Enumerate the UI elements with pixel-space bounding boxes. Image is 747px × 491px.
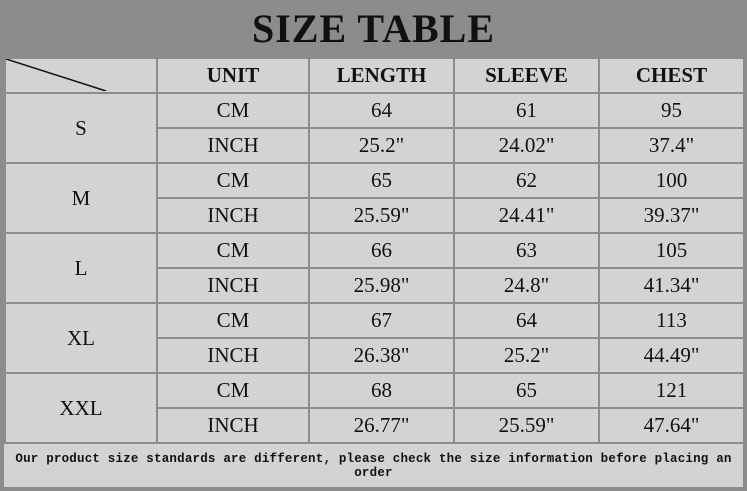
sleeve-value: 62 <box>454 163 599 198</box>
sleeve-value: 25.2" <box>454 338 599 373</box>
chest-value: 44.49" <box>599 338 744 373</box>
header-sleeve: SLEEVE <box>454 58 599 93</box>
sleeve-value: 61 <box>454 93 599 128</box>
size-table <box>4 57 745 444</box>
unit-inch: INCH <box>157 408 309 443</box>
footer-note: Our product size standards are different, please check the size information before placing an order <box>4 444 743 487</box>
table-row <box>5 163 744 198</box>
header-chest: CHEST <box>599 58 744 93</box>
length-value: 26.38" <box>309 338 454 373</box>
chest-value: 37.4" <box>599 128 744 163</box>
unit-inch: INCH <box>157 198 309 233</box>
chest-value: 41.34" <box>599 268 744 303</box>
chest-value: 39.37" <box>599 198 744 233</box>
chest-value: 113 <box>599 303 744 338</box>
sleeve-value: 25.59" <box>454 408 599 443</box>
length-value: 26.77" <box>309 408 454 443</box>
chest-value: 121 <box>599 373 744 408</box>
length-value: 65 <box>309 163 454 198</box>
length-value: 67 <box>309 303 454 338</box>
table-row <box>5 93 744 128</box>
size-label-l: L <box>5 233 157 303</box>
header-unit: UNIT <box>157 58 309 93</box>
table-row <box>5 373 744 408</box>
sleeve-value: 64 <box>454 303 599 338</box>
size-label-xl: XL <box>5 303 157 373</box>
unit-cm: CM <box>157 303 309 338</box>
size-label-xxl: XXL <box>5 373 157 443</box>
unit-inch: INCH <box>157 128 309 163</box>
sleeve-value: 24.02" <box>454 128 599 163</box>
length-value: 25.2" <box>309 128 454 163</box>
length-value: 66 <box>309 233 454 268</box>
diagonal-slash-icon <box>6 59 157 91</box>
unit-cm: CM <box>157 93 309 128</box>
corner-diagonal-cell <box>5 58 157 93</box>
sleeve-value: 24.8" <box>454 268 599 303</box>
unit-cm: CM <box>157 373 309 408</box>
unit-cm: CM <box>157 233 309 268</box>
table-row <box>5 303 744 338</box>
unit-inch: INCH <box>157 268 309 303</box>
sleeve-value: 63 <box>454 233 599 268</box>
table-header-row <box>5 58 744 93</box>
sleeve-value: 65 <box>454 373 599 408</box>
length-value: 64 <box>309 93 454 128</box>
length-value: 25.59" <box>309 198 454 233</box>
chest-value: 95 <box>599 93 744 128</box>
length-value: 25.98" <box>309 268 454 303</box>
chest-value: 105 <box>599 233 744 268</box>
length-value: 68 <box>309 373 454 408</box>
table-row <box>5 233 744 268</box>
unit-inch: INCH <box>157 338 309 373</box>
unit-cm: CM <box>157 163 309 198</box>
page-title: SIZE TABLE <box>251 6 496 51</box>
chest-value: 47.64" <box>599 408 744 443</box>
size-label-m: M <box>5 163 157 233</box>
sleeve-value: 24.41" <box>454 198 599 233</box>
header-length: LENGTH <box>309 58 454 93</box>
chest-value: 100 <box>599 163 744 198</box>
size-label-s: S <box>5 93 157 163</box>
